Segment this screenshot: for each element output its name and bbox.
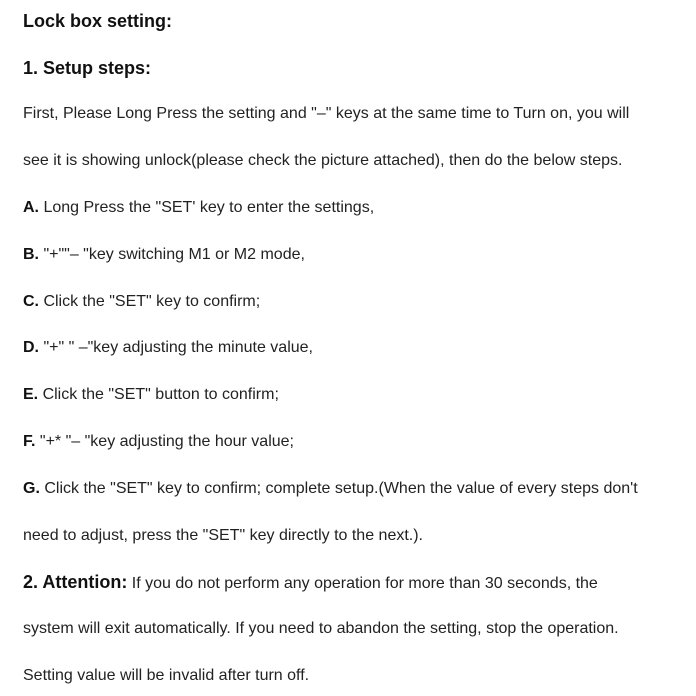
step-g	[23, 479, 638, 499]
step-text: Click the "SET" button to confirm;	[38, 386, 279, 403]
attention-line-2: system will exit automatically. If you need to abandon the setting, stop the operation.	[23, 620, 619, 637]
step-a	[23, 198, 374, 218]
step-letter: A.	[23, 199, 39, 216]
step-letter: E.	[23, 386, 39, 403]
step-letter: F.	[23, 433, 36, 450]
step-c	[23, 292, 260, 312]
intro-line-1: First, Please Long Press the setting and "–" keys at the same time to Turn on, you will	[23, 105, 630, 122]
step-text: "+* "– "key adjusting the hour value;	[35, 433, 294, 450]
step-text: Click the "SET" key to confirm;	[39, 293, 261, 310]
step-f	[23, 432, 294, 452]
attention-text: If you do not perform any operation for more than 30 seconds, the	[127, 575, 598, 592]
attention-heading: 2. Attention:	[23, 572, 128, 592]
step-letter: D.	[23, 339, 39, 356]
attention-line-1	[23, 572, 598, 594]
step-letter: G.	[23, 480, 40, 497]
step-g-continuation: need to adjust, press the "SET" key directly to the next.).	[23, 527, 423, 544]
step-d	[23, 338, 313, 358]
step-text: "+" " –"key adjusting the minute value,	[39, 339, 313, 356]
intro-line-2: see it is showing unlock(please check the picture attached), then do the below steps.	[23, 152, 623, 169]
attention-line-3: Setting value will be invalid after turn off.	[23, 667, 310, 684]
document-title: Lock box setting:	[23, 11, 173, 31]
step-e	[23, 385, 279, 405]
step-text: "+""– "key switching M1 or M2 mode,	[39, 246, 305, 263]
step-text: Click the "SET" key to confirm; complete setup.(When the value of every steps don't	[39, 480, 638, 497]
setup-steps-heading: 1. Setup steps:	[23, 58, 152, 78]
step-text: Long Press the "SET' key to enter the settings,	[39, 199, 375, 216]
step-b	[23, 245, 305, 265]
step-letter: B.	[23, 246, 39, 263]
step-letter: C.	[23, 293, 39, 310]
